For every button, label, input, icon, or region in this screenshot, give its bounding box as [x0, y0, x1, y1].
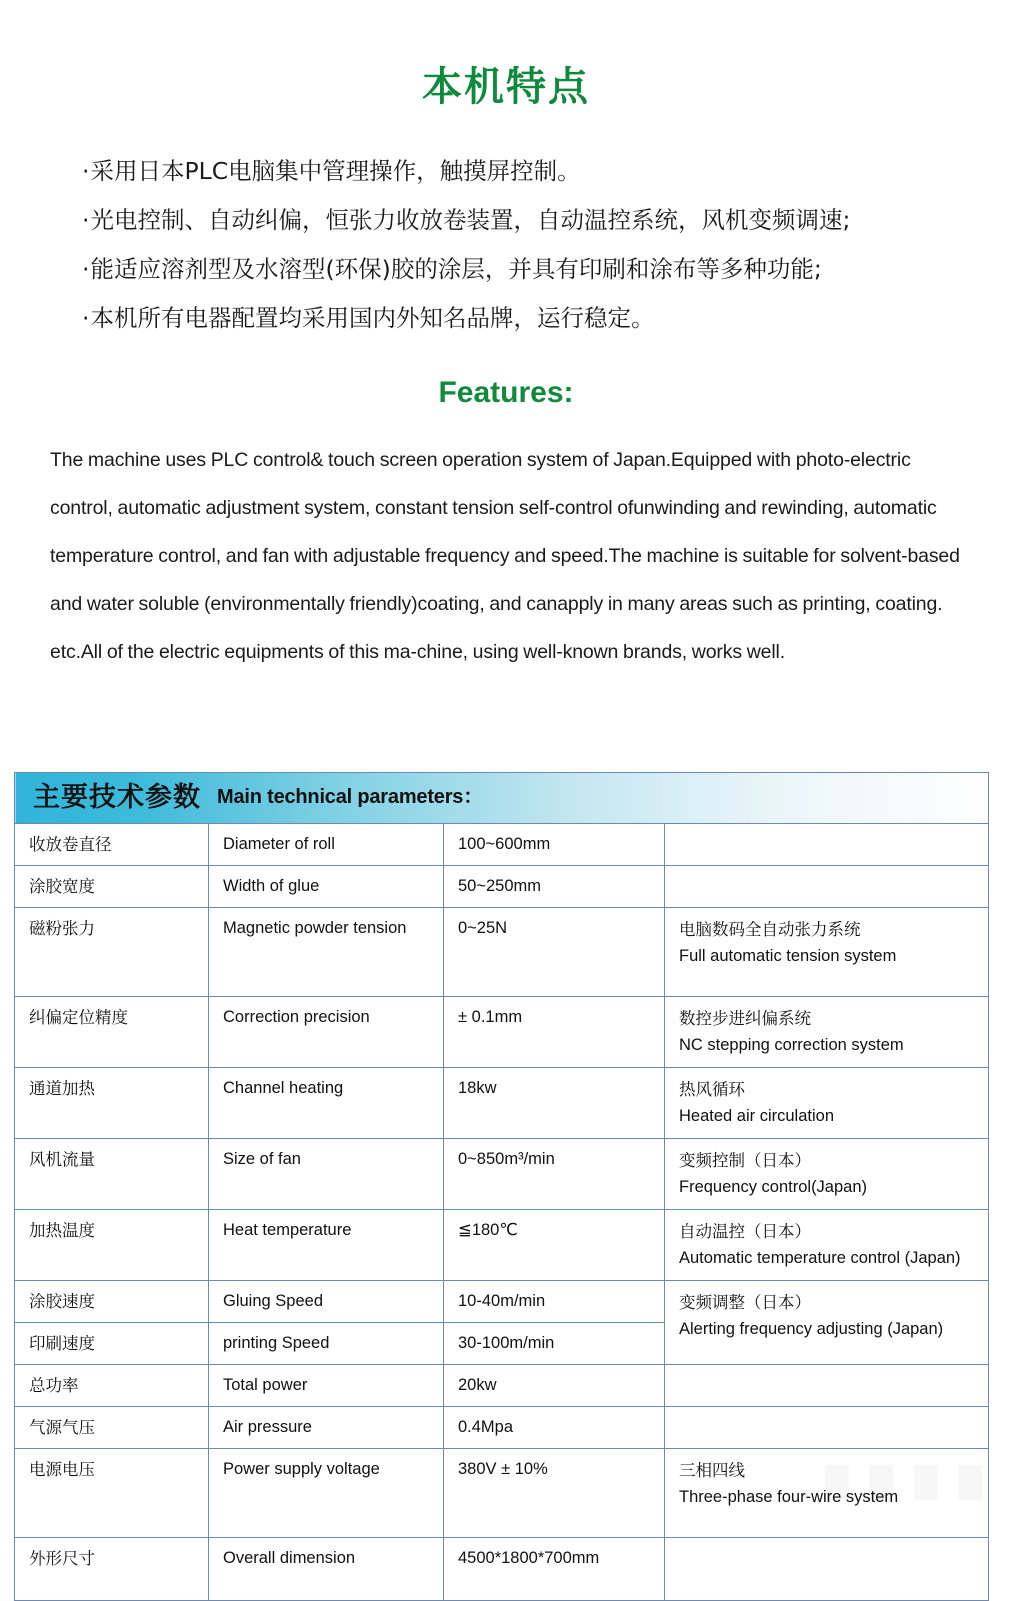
row-value: 20kw — [444, 1364, 665, 1406]
row-note — [665, 1138, 989, 1209]
row-note-cn: 热风循环 — [679, 1079, 745, 1099]
spec-table-container — [14, 772, 988, 1601]
row-label-en: Power supply voltage — [209, 1448, 444, 1537]
row-value: 30-100m/min — [444, 1322, 665, 1364]
bullet-dot-icon: · — [82, 303, 90, 332]
table-header-title-en: Main technical parameters： — [217, 786, 484, 809]
row-value: 0.4Mpa — [444, 1406, 665, 1448]
table-header-cell — [15, 772, 989, 823]
row-note-cn: 变频调整（日本） — [679, 1292, 811, 1312]
row-note — [665, 1537, 989, 1600]
row-label-cn: 涂胶宽度 — [15, 865, 209, 907]
row-note-en: Automatic temperature control (Japan) — [679, 1248, 961, 1267]
row-label-en: Diameter of roll — [209, 823, 444, 865]
table-header-title-cn: 主要技术参数 — [33, 782, 201, 814]
row-label-en: Overall dimension — [209, 1537, 444, 1600]
row-value: 100~600mm — [444, 823, 665, 865]
row-label-cn: 涂胶速度 — [15, 1280, 209, 1322]
row-label-en: Size of fan — [209, 1138, 444, 1209]
table-row — [15, 1067, 989, 1138]
row-value: 380V ± 10% — [444, 1448, 665, 1537]
table-row — [15, 1280, 989, 1322]
row-value: 18kw — [444, 1067, 665, 1138]
table-row — [15, 865, 989, 907]
row-note — [665, 1209, 989, 1280]
row-note — [665, 1280, 989, 1364]
row-label-en: Heat temperature — [209, 1209, 444, 1280]
row-label-cn: 收放卷直径 — [15, 823, 209, 865]
row-note — [665, 1448, 989, 1537]
row-label-en: Magnetic powder tension — [209, 907, 444, 996]
row-label-cn: 总功率 — [15, 1364, 209, 1406]
row-label-en: Air pressure — [209, 1406, 444, 1448]
spec-table — [14, 772, 989, 1601]
row-label-cn: 通道加热 — [15, 1067, 209, 1138]
row-note-en: Alerting frequency adjusting (Japan) — [679, 1319, 944, 1338]
table-row — [15, 907, 989, 996]
row-label-cn: 气源气压 — [15, 1406, 209, 1448]
row-note — [665, 907, 989, 996]
row-value: 50~250mm — [444, 865, 665, 907]
table-header-row — [15, 772, 989, 823]
row-note-cn: 三相四线 — [679, 1460, 745, 1480]
features-cn-list — [0, 147, 1012, 343]
table-row — [15, 1448, 989, 1537]
row-note-cn: 变频控制（日本） — [679, 1150, 811, 1170]
row-label-cn: 磁粉张力 — [15, 907, 209, 996]
row-value: 0~850m³/min — [444, 1138, 665, 1209]
row-label-en: Gluing Speed — [209, 1280, 444, 1322]
row-note-cn: 电脑数码全自动张力系统 — [679, 919, 861, 939]
bullet-dot-icon: · — [82, 254, 90, 283]
row-note — [665, 1406, 989, 1448]
row-label-cn: 外形尺寸 — [15, 1537, 209, 1600]
list-item-label: 本机所有电器配置均采用国内外知名品牌，运行稳定。 — [90, 303, 655, 332]
row-value: ≦180℃ — [444, 1209, 665, 1280]
row-note — [665, 1067, 989, 1138]
row-label-cn: 风机流量 — [15, 1138, 209, 1209]
table-row — [15, 1406, 989, 1448]
features-heading-en: Features: — [438, 375, 574, 409]
table-row — [15, 1364, 989, 1406]
list-item — [82, 294, 1012, 343]
row-note-en: Full automatic tension system — [679, 946, 897, 965]
row-note-en: Three-phase four-wire system — [679, 1487, 899, 1506]
list-item — [82, 196, 1012, 245]
row-note-cn: 自动温控（日本） — [679, 1221, 811, 1241]
row-label-en: printing Speed — [209, 1322, 444, 1364]
table-row — [15, 996, 989, 1067]
row-label-en: Width of glue — [209, 865, 444, 907]
row-value: 4500*1800*700mm — [444, 1537, 665, 1600]
row-label-cn: 印刷速度 — [15, 1322, 209, 1364]
row-note — [665, 865, 989, 907]
row-note — [665, 823, 989, 865]
list-item-label: 采用日本PLC电脑集中管理操作，触摸屏控制。 — [90, 156, 581, 185]
features-paragraph-en: The machine uses PLC control& touch screen operation system of Japan.Equipped with photo-electric control, automatic adjustment system, constant tension self-control ofunwinding and rewinding, automatic temperature control, and fan with adjustable frequency and speed.The machine is suitable for solvent-based and water soluble (environmentally friendly)coating, and canapply in many areas such as printing, coating. etc.All of the electric equipments of this ma-chine, using well-known brands, works well. — [50, 448, 960, 663]
list-item-label: 能适应溶剂型及水溶型(环保)胶的涂层，并具有印刷和涂布等多种功能; — [90, 254, 822, 283]
table-row — [15, 1537, 989, 1600]
row-note-en: Frequency control(Japan) — [679, 1177, 868, 1196]
row-label-cn: 加热温度 — [15, 1209, 209, 1280]
list-item-label: 光电控制、自动纠偏，恒张力收放卷装置，自动温控系统，风机变频调速; — [90, 205, 851, 234]
list-item — [82, 147, 1012, 196]
row-note — [665, 1364, 989, 1406]
row-value: 0~25N — [444, 907, 665, 996]
row-label-en: Correction precision — [209, 996, 444, 1067]
row-note-cn: 数控步进纠偏系统 — [679, 1008, 811, 1028]
row-value: 10-40m/min — [444, 1280, 665, 1322]
table-row — [15, 1138, 989, 1209]
bullet-dot-icon: · — [82, 205, 90, 234]
row-label-en: Total power — [209, 1364, 444, 1406]
list-item — [82, 245, 1012, 294]
page-root — [0, 27, 1012, 1568]
row-note-en: Heated air circulation — [679, 1106, 834, 1125]
row-label-en: Channel heating — [209, 1067, 444, 1138]
row-value: ± 0.1mm — [444, 996, 665, 1067]
page-title-cn: 本机特点 — [422, 64, 590, 109]
row-note — [665, 996, 989, 1067]
row-label-cn: 纠偏定位精度 — [15, 996, 209, 1067]
row-label-cn: 电源电压 — [15, 1448, 209, 1537]
table-row — [15, 823, 989, 865]
table-row — [15, 1209, 989, 1280]
row-note-en: NC stepping correction system — [679, 1035, 904, 1054]
bullet-dot-icon: · — [82, 156, 90, 185]
